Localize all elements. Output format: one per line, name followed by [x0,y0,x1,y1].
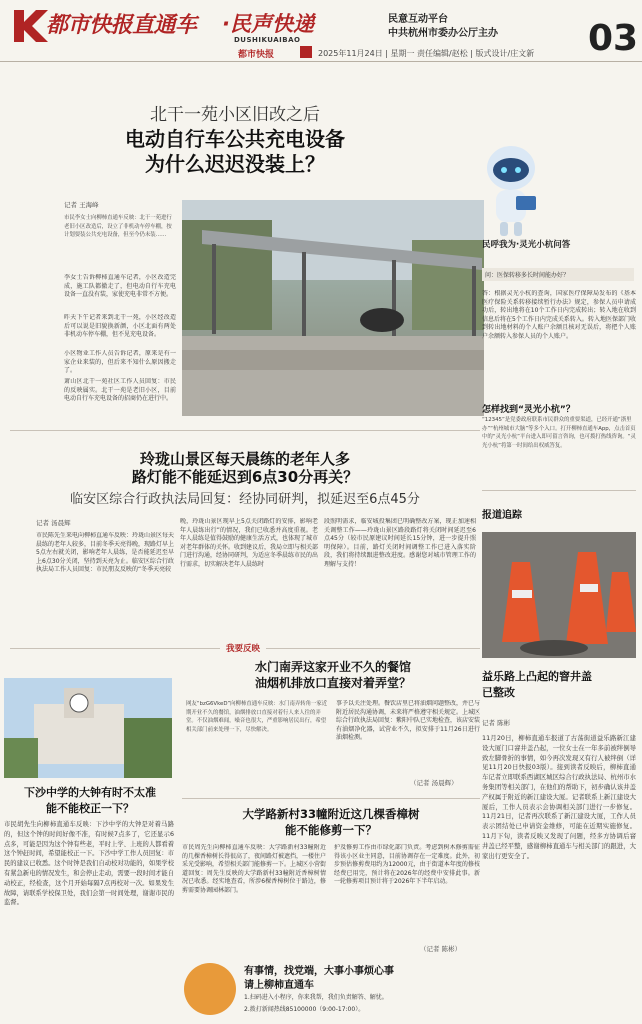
story1-paragraph-1: 李女士告诉柳柿直通车记者，小区改造完成，施工队都撤走了，但电动自行车充电设备一直没有装，家使充电非常不方便。 [64,274,176,299]
story3-column1: 网友“bzG6VkeD”向柳柿直通车反映：水门南弄转角一家近期开业不久的餐馆，油烟排放口直接对着行人来人往的弄堂。不仅油烟难闻，噪音也很大，严重影响居民出行，希望相关部门前来处理一下，尽快解决。 [186,701,328,733]
brand-subtitle: ·民声快递 [222,12,314,36]
section-label-want: 我要反映 [220,642,266,654]
divider [482,490,636,491]
story5-title-line2: 能不能修剪一下？ [285,823,377,837]
story5-byline: （记者 陈彬） [420,945,462,953]
qa-answer: 答：根据灵光小杭的查询，国家医疗保障局发布的《基本医疗保险关系转移接续暂行办法》规定，参保人员申请成功后，转出地将在10个工作日内完成转出；转入地在收到信息后将在5个工作日内完成关系转入。转入地医保部门收到转出地材料的个人账户余额且核对无误后，将把个人账户余额转入参保人员的个人账户。 [482,290,636,340]
story1-intro: 市民李女士向柳柿直通车反映：北干一苑进行老旧小区改造后，设立了非机动车停车棚，按计划要装公共充电设备，但至今仍未装…… [64,215,172,239]
divider [182,798,480,799]
followup-byline: 记者 陈彬 [482,719,511,727]
followup-title-line2: 已整改 [482,686,515,699]
qa-question: 问：医保转移多长时间能办好？ [482,268,634,281]
issue-info: 2025年11月24日 | 星期一 责任编辑/赵松 | 版式设计/庄文新 [318,49,535,58]
story2-byline: 记者 汤晨辉 [36,519,71,527]
story5-column2: 护及修剪工作由市绿化部门负责。考虑到树木修剪需征得该小区业主同意，目前协调存在一定难度。此外，初步预估修剪费用约为12000元，由于街道本年度的修枝经费已用完，预计将在2026年的经费中安排此事。新一轮修剪项目预计将于2026年下半年启动。 [334,844,480,886]
subscribe-line1: 有事情，找党端，大事小事烦心事 [244,966,394,977]
manhole-cones-photo [482,532,636,658]
page-number: 03 [588,18,639,59]
subscribe-item2: 2.拨打新闻热线85100000（9:00-17:00）。 [244,1006,365,1013]
school-building-photo [4,678,172,778]
story4-text: 市民胡先生向柳柿直通车反映：下沙中学的大钟是对着马路的，但这个钟的时间好像不准，有时候7点多了，它还显示6点多，可能是因为这个钟有些老，平时上学、上班的人都看着这个钟赶时间，希望能校正一下。下沙中学工作人员回复：市民的建议已收悉。这个时钟是我们自动校对功能的，如果学校有紧急新电的情况发生，和会停止走动，需要一段时间才能自动校正，经检查，这个月开始每隔7点再校对一次。如果发生故障，请联系学校保卫处，我们会第一时间处理，谢谢市民的监督。 [4,821,174,907]
story3-byline: （记者 汤晨辉） [410,779,458,787]
story5-column1: 市民周先生向柳柿直通车反映：大学路新村33幢附近的几棵香樟树长得很高了，夜间路灯被遮挡，一楼住户采光受影响，希望相关部门能修剪一下。上城区小营街道回复：周先生反映的大学路新村33幢附近香樟树情况已收悉。经实地查看，所涉6棵香樟树位于路边，修剪需要协调园林部门。 [182,844,326,894]
story2-subtitle: 临安区综合行政执法局回复：经协同研判，拟延迟至6点45分 [70,492,420,507]
story2-column3: 段照明需求，临安城投集团已明确整改方案，现正加速相关调整工作——玲珑山景区路段路灯将关闭时间延迟至6点45分（较市民原建议时间延长15分钟，进一步提升照明保障）。目前，路灯关闭时间调整工作已进入落实阶段，我们将持续跟进整改进度。感谢您对城市管理工作的理解与支持！ [324,518,476,568]
story4-title-line2: 能不能校正一下？ [46,802,134,815]
followup-text: 11月20日，柳柿直通车报道了古荡街道益乐路新江建设大厦门口窨井盖凸起，一位女士在一年多前被绊倒导致左脚骨折的事情，如今再次发现又有行人被绊倒（详见11月20日快报03版）。接到读者反映后，柳柿直通车记者立即联系西湖区城区综合行政执法局、杭州市水务集团等相关部门，在他们的帮助下，初步确认该井盖产权属于附近的新江建设大厦。记者联系上新江建设大厦后，工作人员表示会协调相关部门进行一步修复。11月21日，记者再次联系了新江建设大厦，工作人员表示团结处已申请资金维修，可能在近期实施修复。11月下旬，读者反映又发现了问题，经多方协调后窨井盖已经平整，感谢柳柿直通车与相关部门的跟进，大家出行更安全了。 [482,734,636,860]
story1-paragraph-3: 小区物业工作人员告诉记者，原来是有一家企业来装的，但后来不知什么原因搬走了。 [64,350,176,375]
story3-column2: 事予以关注处理。餐饮店里已将油烟问题整改，并已与附近居民沟通协调，未来将严格遵守相关规定。上城区综合行政执法局回复：紫阳中队已实地检查，该店安装有油烟净化器，试营业不久，拟安排于11月26日进行油烟检测。 [336,700,480,742]
qa-label: 民呼我为·灵光小杭问答 [482,240,571,250]
followup-title-line1: 益乐路上凸起的窨井盖 [482,670,592,683]
story3-title-line2: 油烟机排放口直接对着弄堂？ [254,676,411,690]
ai-robot-mascot-icon [476,140,546,240]
paper-name: 都市快报 [238,50,275,60]
story2-column2: 晚，玲珑山景区现早上5点关闭路灯的安排，影响老年人晨练出行”的情况，我们已收悉并高度重视。老年人晨练是值得鼓励的健康生活方式，也体现了城市对老年群体的关怀。收到建议后，我局立即与相关部门进行沟通，经协同研判，为适应冬季晨练市民的出行需求，切实解决老年人晨练时 [180,518,318,568]
story4-title-line1: 下沙中学的大钟有时不太准 [24,786,156,799]
qa-how-title: 怎样找到“灵光小杭”？ [482,405,575,415]
paper-pinyin: DUSHIKUAIBAO [234,36,301,44]
platform-line-2: 中共杭州市委办公厅主办 [388,28,498,39]
bike-shed-photo [182,200,484,416]
story2-column1: 市民陈先生来电向柳柿直通车反映：玲珑山景区每天晨练的老年人较多，目前冬季天亮得晚，现路灯早上5点左右就关闭，影响老年人晨练，是否能延迟至早上6点30分关闭，坚持到天亮为止。临安区综合行政执法局工作人员回复：市民朋友反映的“冬季天亮较 [36,532,174,574]
brand-title: 都市快报直通车 [46,13,197,38]
subscribe-item1: 1.扫码进入小程序，你来我帮，我们负责解答、解忧。 [244,994,388,1001]
k-logo-icon [10,6,50,46]
divider [10,430,480,431]
persimmon-avatar-icon [184,963,236,1015]
story1-paragraph-2: 昨天下午记者来到北干一苑，小区经改造后可以说是旧貌换新颜，小区北面有两处非机动车停车棚，但不见充电设备。 [64,314,176,339]
story1-title-line1: 电动自行车公共充电设备 [125,127,345,151]
subscribe-line2: 请上柳柿直通车 [244,980,314,991]
story1-paragraph-4: 萧山区北干一苑社区工作人员回复：市民的反映属实。北干一苑是老旧小区，目前电动自行车充电设备的招商仍在进行中。 [64,378,176,403]
story1-byline: 记者 王海峰 [64,201,99,209]
story2-title-line2: 路灯能不能延迟到6点30分再关？ [131,468,359,486]
qa-how-text: “12345”是党委政府联系市民群众的重要渠道，已经开通“浙里办”“杭州城市大脑”等多个入口。打开柳柿直通车App，点击首页中的“灵光小杭”平台进入即可留言咨询，也可拨打热线咨询。“灵光小杭”将第一时间给出权威答复。 [482,417,636,449]
k-small-icon [300,46,312,58]
followup-label: 报道追踪 [482,510,522,521]
story2-title-line1: 玲珑山景区每天晨练的老年人多 [139,450,350,468]
platform-line-1: 民意互动平台 [388,14,448,25]
story1-title-line2: 为什么迟迟没装上？ [145,152,325,176]
story1-kicker: 北干一苑小区旧改之后 [150,105,320,125]
story5-title-line1: 大学路新村33幢附近这几棵香樟树 [242,807,420,821]
story3-title-line1: 水门南弄这家开业不久的餐馆 [254,660,411,674]
